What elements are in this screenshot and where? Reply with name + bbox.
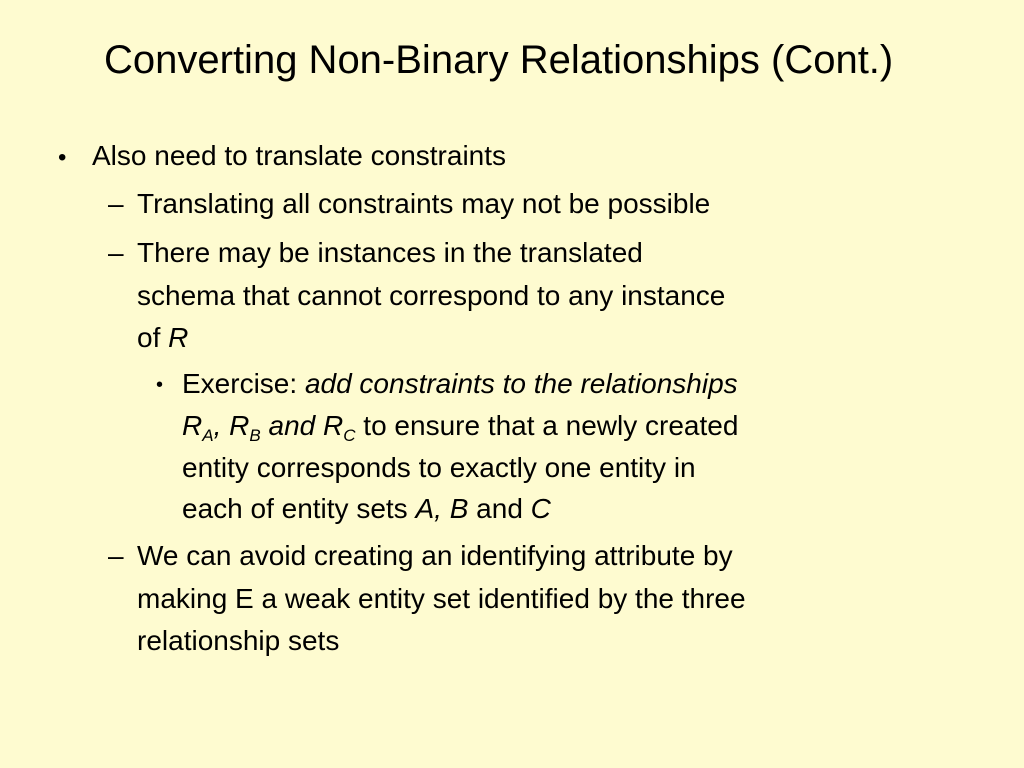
var-r-a bbox=[182, 410, 356, 445]
sub-instances-line3 bbox=[137, 317, 188, 359]
r-letter: R bbox=[229, 410, 250, 441]
r-letter: R bbox=[323, 410, 344, 441]
exercise-line3: entity corresponds to exactly one entity in bbox=[182, 452, 696, 483]
small-bullet-marker: • bbox=[156, 374, 164, 396]
exercise-line1 bbox=[182, 363, 738, 405]
exercise-label: Exercise: bbox=[182, 368, 305, 399]
bullet-marker: • bbox=[58, 144, 67, 171]
exercise-line2-rest: to ensure that a newly created bbox=[355, 410, 739, 441]
sub-instances-line1: There may be instances in the translated bbox=[137, 237, 643, 268]
dash-marker: – bbox=[108, 237, 124, 268]
exercise-line4-prefix: each of entity sets bbox=[182, 493, 416, 524]
and-word: and bbox=[468, 493, 531, 524]
comma: , bbox=[213, 410, 230, 441]
var-r: R bbox=[168, 322, 189, 353]
slide-title: Converting Non-Binary Relationships (Cont.) bbox=[104, 38, 894, 82]
exercise-line2 bbox=[182, 405, 738, 447]
sub-avoid-line3: relationship sets bbox=[137, 625, 340, 656]
sub-avoid-line1: We can avoid creating an identifying attribute by bbox=[137, 540, 733, 571]
var-c: C bbox=[530, 493, 551, 524]
subscript-c: C bbox=[343, 426, 356, 445]
r-letter: R bbox=[182, 410, 203, 441]
exercise-italic-text: add constraints to the relationships bbox=[304, 368, 738, 399]
text-of: of bbox=[137, 322, 169, 353]
exercise-line4 bbox=[182, 488, 551, 530]
and-word: and bbox=[260, 410, 323, 441]
var-a-b: A, B bbox=[415, 493, 469, 524]
dash-marker: – bbox=[108, 188, 124, 219]
dash-marker: – bbox=[108, 540, 124, 571]
subscript-a: A bbox=[202, 426, 214, 445]
sub-translating-all: Translating all constraints may not be possible bbox=[137, 188, 711, 219]
sub-instances-line2: schema that cannot correspond to any instance bbox=[137, 280, 726, 311]
sub-avoid-line2: making E a weak entity set identified by the three bbox=[137, 583, 746, 614]
bullet-also-need: Also need to translate constraints bbox=[92, 140, 507, 171]
subscript-b: B bbox=[249, 426, 261, 445]
